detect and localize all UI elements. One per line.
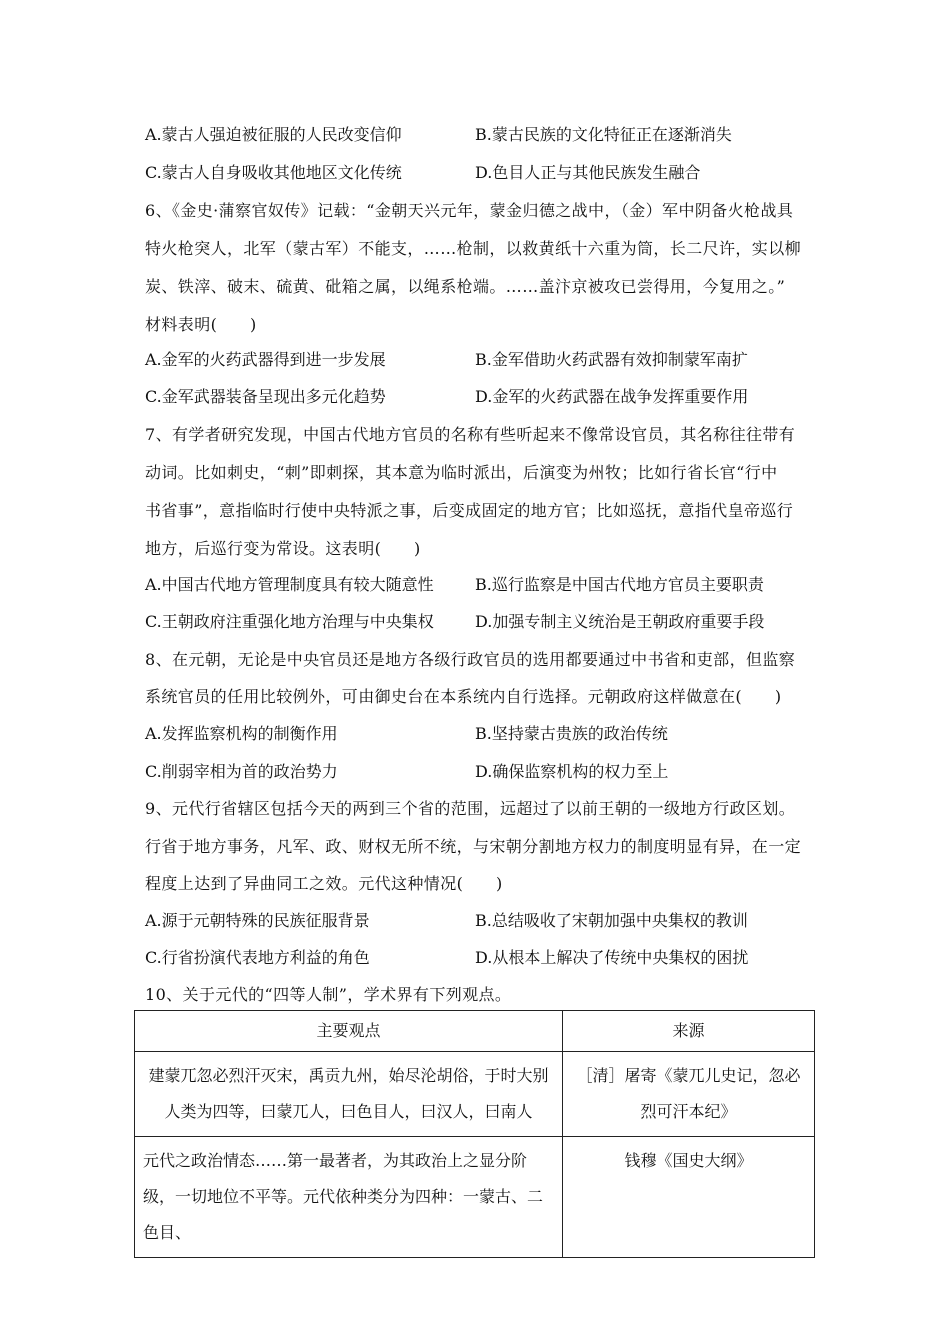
q8-option-d[interactable]: D.确保监察机构的权力至上 [475, 762, 669, 781]
q7-option-a[interactable]: A.中国古代地方管理制度具有较大随意性 [145, 575, 434, 594]
q9-stem-line-3: 程度上达到了异曲同工之效。元代这种情况( ) [145, 874, 503, 893]
q6-option-d[interactable]: D.金军的火药武器在战争发挥重要作用 [475, 387, 749, 406]
q6-stem-line-2: 特火枪突人，北军（蒙古军）不能支，……枪制，以救黄纸十六重为筒，长二尺许，实以柳 [145, 239, 802, 258]
q7-option-b[interactable]: B.巡行监察是中国古代地方官员主要职责 [475, 575, 764, 594]
q6-stem-line-3: 炭、铁滓、破末、硫黄、砒箱之属，以绳系枪端。……盖汴京被攻已尝得用，今复用之。” [145, 277, 786, 296]
q5-option-d[interactable]: D.色目人正与其他民族发生融合 [475, 163, 701, 182]
q7-stem-line-3: 书省事”，意指临时行使中央特派之事，后变成固定的地方官；比如巡抚，意指代皇帝巡行 [145, 501, 794, 520]
q9-option-d[interactable]: D.从根本上解决了传统中央集权的困扰 [475, 948, 749, 967]
table-cell-source: ［清］屠寄《蒙兀儿史记，忽必烈可汗本纪》 [563, 1052, 815, 1137]
q9-option-a[interactable]: A.源于元朝特殊的民族征服背景 [145, 911, 370, 930]
q7-stem-line-2: 动词。比如刺史，“刺”即刺探，其本意为临时派出，后演变为州牧；比如行省长官“行中 [145, 463, 778, 482]
q5-option-c[interactable]: C.蒙古人自身吸收其他地区文化传统 [145, 163, 402, 182]
table-cell-view: 建蒙兀忽必烈汗灭宋，禹贡九州，始尽沦胡俗，于时大别人类为四等，曰蒙兀人，曰色目人，曰汉人，曰南人 [135, 1052, 563, 1137]
q6-option-b[interactable]: B.金军借助火药武器有效抑制蒙军南扩 [475, 350, 748, 369]
q6-option-a[interactable]: A.金军的火药武器得到进一步发展 [145, 350, 386, 369]
table-cell-source: 钱穆《国史大纲》 [563, 1137, 815, 1258]
q5-option-b[interactable]: B.蒙古民族的文化特征正在逐渐消失 [475, 125, 732, 144]
table-header-source: 来源 [563, 1011, 815, 1052]
q6-option-c[interactable]: C.金军武器装备呈现出多元化趋势 [145, 387, 386, 406]
q10-stem: 10、关于元代的“四等人制”，学术界有下列观点。 [145, 985, 512, 1004]
q9-option-b[interactable]: B.总结吸收了宋朝加强中央集权的教训 [475, 911, 748, 930]
q6-stem-line-4: 材料表明( ) [145, 315, 257, 334]
q7-option-d[interactable]: D.加强专制主义统治是王朝政府重要手段 [475, 612, 765, 631]
q7-stem-line-1: 7、有学者研究发现，中国古代地方官员的名称有些听起来不像常设官员，其名称往往带有 [145, 425, 796, 444]
viewpoints-table [134, 1010, 815, 1258]
q5-option-a[interactable]: A.蒙古人强迫被征服的人民改变信仰 [145, 125, 402, 144]
q9-stem-line-1: 9、元代行省辖区包括今天的两到三个省的范围，远超过了以前王朝的一级地方行政区划。 [145, 799, 796, 818]
q6-stem-line-1: 6、《金史·蒲察官奴传》记载：“金朝天兴元年，蒙金归德之战中，（金）军中阴备火枪战具 [145, 201, 794, 220]
table-row [135, 1137, 815, 1258]
table-header-row [135, 1011, 815, 1052]
q9-stem-line-2: 行省于地方事务，凡军、政、财权无所不统，与宋朝分割地方权力的制度明显有异，在一定 [145, 837, 802, 856]
q8-option-c[interactable]: C.削弱宰相为首的政治势力 [145, 762, 338, 781]
table-cell-view: 元代之政治情态……第一最著者，为其政治上之显分阶级，一切地位不平等。元代依种类分为四种：一蒙古、二色目、 [135, 1137, 563, 1258]
q8-stem-line-2: 系统官员的任用比较例外，可由御史台在本系统内自行选择。元朝政府这样做意在( ) [145, 687, 782, 706]
q7-option-c[interactable]: C.王朝政府注重强化地方治理与中央集权 [145, 612, 434, 631]
table-header-view: 主要观点 [135, 1011, 563, 1052]
q9-option-c[interactable]: C.行省扮演代表地方利益的角色 [145, 948, 370, 967]
q8-option-a[interactable]: A.发挥监察机构的制衡作用 [145, 724, 338, 743]
q7-stem-line-4: 地方，后巡行变为常设。这表明( ) [145, 539, 421, 558]
q8-stem-line-1: 8、在元朝，无论是中央官员还是地方各级行政官员的选用都要通过中书省和吏部，但监察 [145, 650, 796, 669]
q8-option-b[interactable]: B.坚持蒙古贵族的政治传统 [475, 724, 668, 743]
table-row [135, 1052, 815, 1137]
